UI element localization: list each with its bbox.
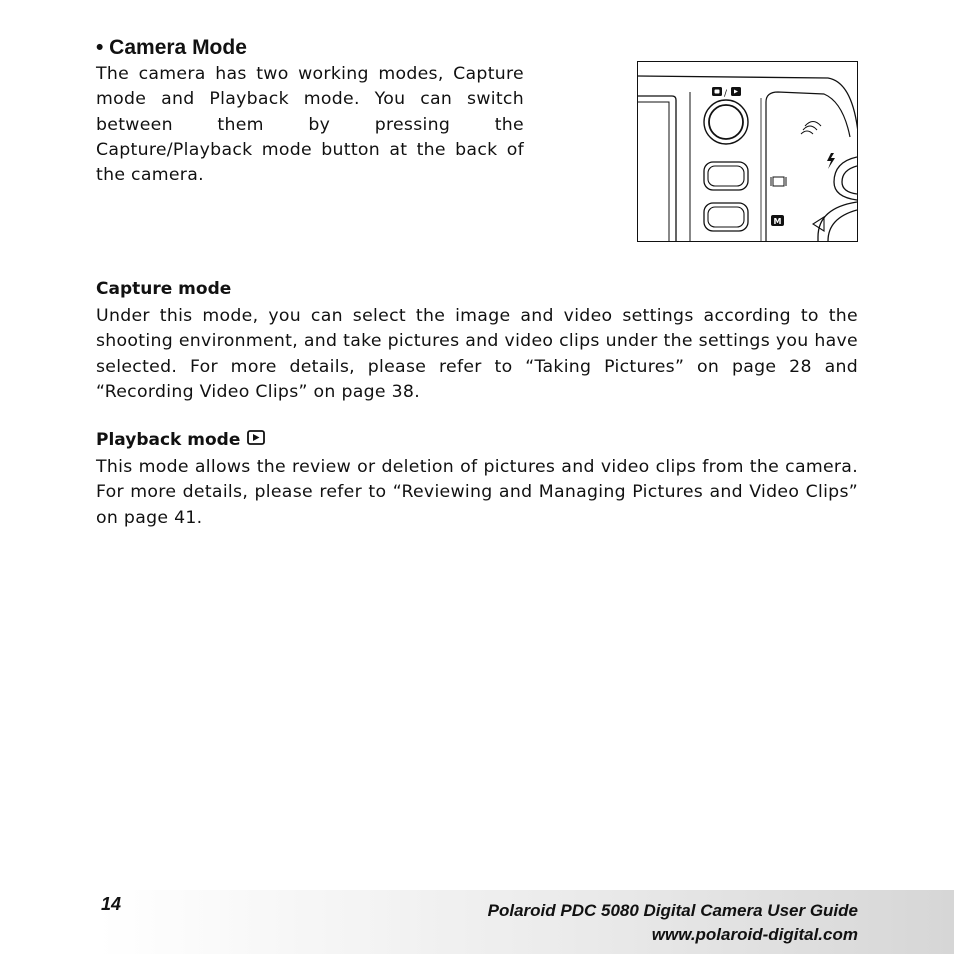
capture-mode-heading-text: Capture mode [96,279,232,299]
camera-back-illustration [637,61,858,242]
playback-icon [247,430,265,450]
playback-mode-heading-text: Playback mode [96,430,241,450]
footer-text [488,899,858,947]
playback-mode-paragraph: This mode allows the review or deletion of pictures and video clips from the camera. For more details, please refer to “Reviewing and Managing Pictures and Video Clips” on page 41. [96,457,858,528]
capture-mode-paragraph: Under this mode, you can select the image and video settings according to the shooting environment, and take pictures and video clips under the settings you have selected. For more details, please refer to “Taking Pictures” on page 28 and “Recording Video Clips” on page 38. [96,306,858,402]
flash-icon [827,153,835,169]
menu-button [704,203,748,231]
guide-title: Polaroid PDC 5080 Digital Camera User Guide [487,901,858,920]
display-toggle-icon [771,177,786,186]
capture-playback-mode-button [704,100,748,144]
playback-mode-heading [96,430,265,450]
section-title: • Camera Mode [96,36,247,59]
camera-icon [712,87,722,96]
mode-separator: / [724,89,728,99]
display-button [704,162,748,190]
playback-icon [731,87,741,96]
intro-paragraph: The camera has two working modes, Capture mode and Playback mode. You can switch between them by pressing the Capture/Playback mode button at the back of the camera. [96,64,524,186]
page-number: 14 [101,894,122,914]
ir-remote-icon [801,122,821,135]
capture-mode-heading [96,279,231,299]
svg-text:M: M [773,217,782,226]
website-url: www.polaroid-digital.com [651,925,858,944]
menu-label [771,215,784,226]
